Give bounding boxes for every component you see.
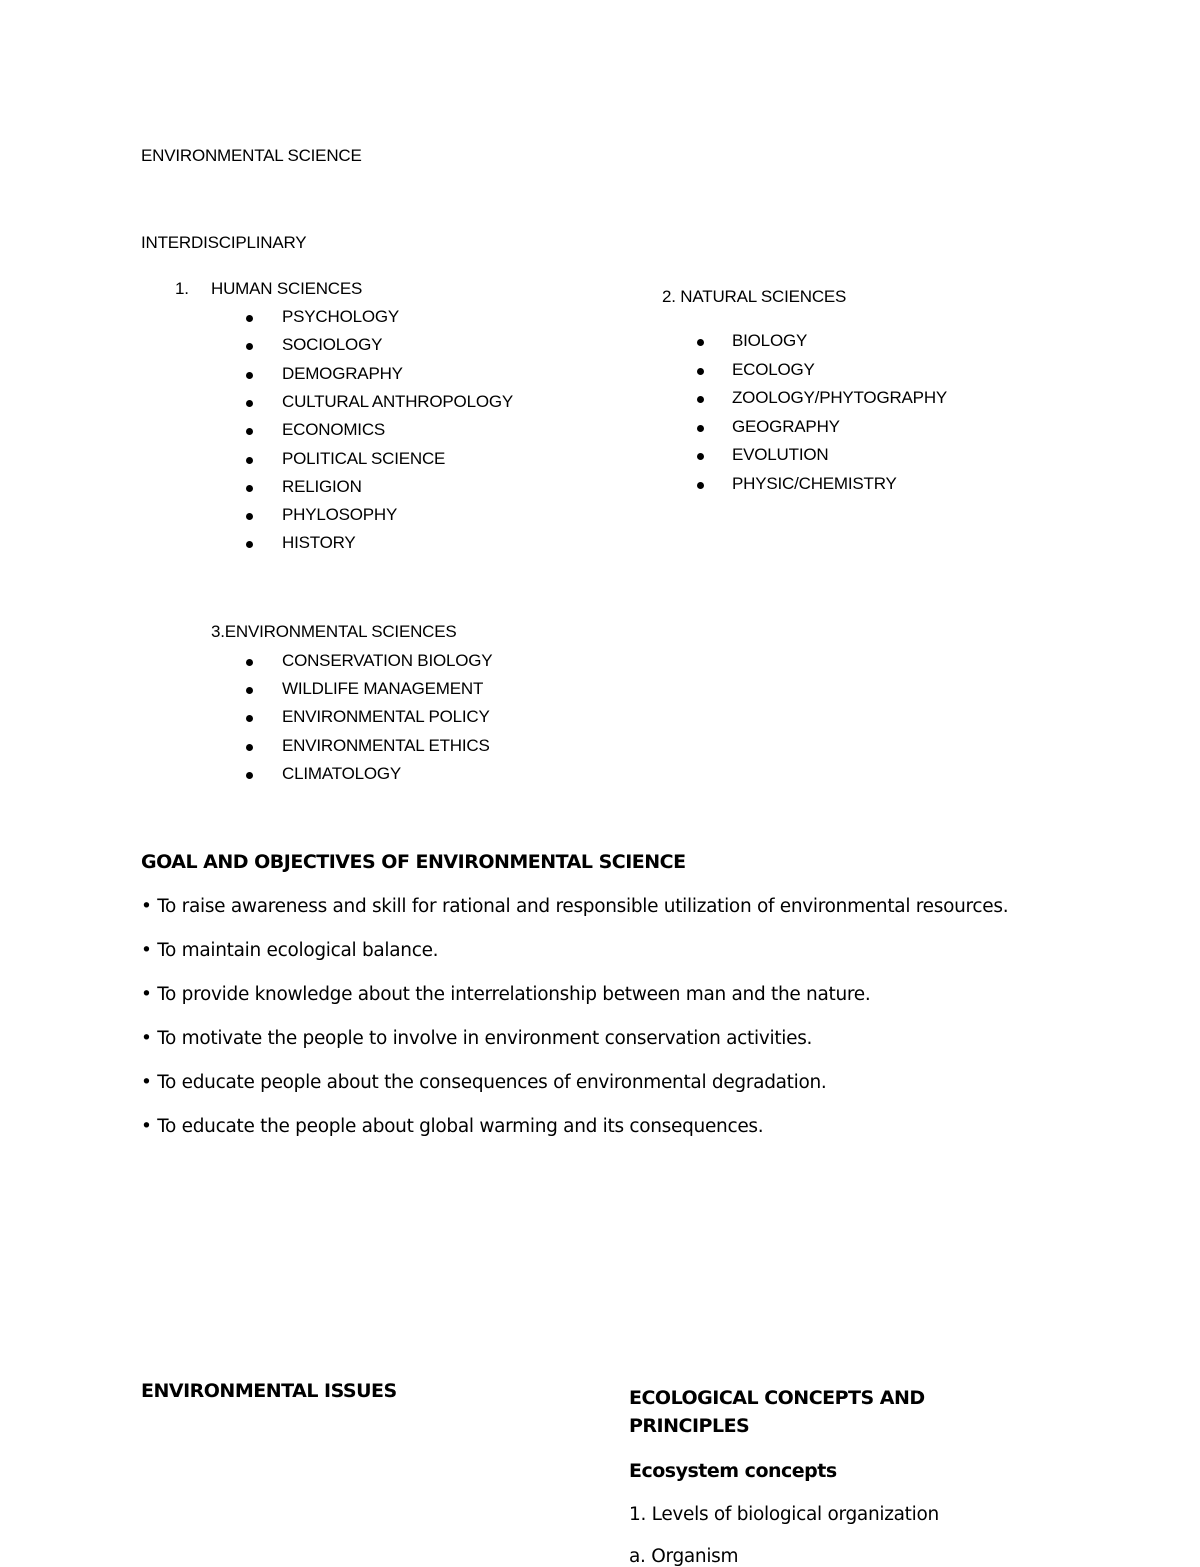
interdisciplinary-label: INTERDISCIPLINARY <box>141 233 307 252</box>
environmental-sciences-item: CONSERVATION BIOLOGY <box>282 651 493 670</box>
human-sciences-item: SOCIOLOGY <box>282 335 383 355</box>
natural-sciences-bullet <box>697 396 704 403</box>
environmental-sciences-item: ENVIRONMENTAL ETHICS <box>282 735 490 755</box>
natural-sciences-bullet <box>697 482 704 489</box>
natural-sciences-item: PHYSIC/CHEMISTRY <box>732 473 897 493</box>
environmental-sciences-item: ENVIRONMENTAL POLICY <box>282 707 490 727</box>
human-sciences-bullet <box>246 343 253 350</box>
environmental-sciences-bullet <box>246 744 253 751</box>
human-sciences-number: 1. <box>175 279 189 298</box>
human-sciences-bullet <box>246 372 253 379</box>
environmental-sciences-item: CLIMATOLOGY <box>282 763 402 783</box>
human-sciences-item: PSYCHOLOGY <box>282 307 400 326</box>
natural-sciences-bullet <box>697 425 704 432</box>
human-sciences-item: PHYLOSOPHY <box>282 505 398 525</box>
environmental-sciences-heading: 3.ENVIRONMENTAL SCIENCES <box>211 622 457 641</box>
human-sciences-bullet <box>246 315 253 322</box>
goal-item: • To educate people about the consequences of environmental degradation. <box>141 1072 827 1093</box>
natural-sciences-bullet <box>697 368 704 375</box>
environmental-sciences-bullet <box>246 772 253 779</box>
human-sciences-heading: HUMAN SCIENCES <box>211 279 363 298</box>
goal-item: • To provide knowledge about the interrelationship between man and the nature. <box>141 984 871 1005</box>
goal-item: • To motivate the people to involve in environment conservation activities. <box>141 1028 813 1049</box>
cut-off-line-text: a. Organism <box>629 1546 739 1567</box>
human-sciences-bullet <box>246 400 253 407</box>
human-sciences-bullet <box>246 457 253 464</box>
human-sciences-bullet <box>246 513 253 520</box>
cut-off-line <box>629 1546 929 1567</box>
ecological-heading-line1: ECOLOGICAL CONCEPTS AND <box>629 1387 925 1409</box>
goal-item: • To raise awareness and skill for rational and responsible utilization of environmental resources. <box>141 896 1009 917</box>
ecological-heading-line2: PRINCIPLES <box>629 1415 750 1437</box>
human-sciences-bullet <box>246 541 253 548</box>
natural-sciences-bullet <box>697 339 704 346</box>
human-sciences-item: DEMOGRAPHY <box>282 363 403 383</box>
natural-sciences-heading: 2. NATURAL SCIENCES <box>662 287 847 306</box>
ecosystem-concepts-subheading: Ecosystem concepts <box>629 1460 837 1482</box>
environmental-sciences-bullet <box>246 659 253 666</box>
human-sciences-item: ECONOMICS <box>282 420 386 440</box>
environmental-sciences-item: WILDLIFE MANAGEMENT <box>282 679 484 699</box>
human-sciences-item: POLITICAL SCIENCE <box>282 448 446 468</box>
environmental-sciences-bullet <box>246 715 253 722</box>
natural-sciences-bullet <box>697 453 704 460</box>
human-sciences-bullet <box>246 428 253 435</box>
environmental-issues-heading: ENVIRONMENTAL ISSUES <box>141 1380 397 1402</box>
levels-of-organization-item: 1. Levels of biological organization <box>629 1504 939 1525</box>
human-sciences-bullet <box>246 485 253 492</box>
goal-item: • To educate the people about global warming and its consequences. <box>141 1116 764 1137</box>
human-sciences-item: HISTORY <box>282 533 356 553</box>
environmental-sciences-bullet <box>246 687 253 694</box>
document-title: ENVIRONMENTAL SCIENCE <box>141 146 362 165</box>
natural-sciences-item: EVOLUTION <box>732 445 829 464</box>
natural-sciences-item: GEOGRAPHY <box>732 416 840 436</box>
natural-sciences-item: ZOOLOGY/PHYTOGRAPHY <box>732 388 948 407</box>
natural-sciences-item: ECOLOGY <box>732 359 815 379</box>
natural-sciences-item: BIOLOGY <box>732 331 808 350</box>
human-sciences-item: CULTURAL ANTHROPOLOGY <box>282 391 514 411</box>
human-sciences-item: RELIGION <box>282 476 362 496</box>
goals-heading: GOAL AND OBJECTIVES OF ENVIRONMENTAL SCIENCE <box>141 851 686 873</box>
goal-item: • To maintain ecological balance. <box>141 940 439 961</box>
